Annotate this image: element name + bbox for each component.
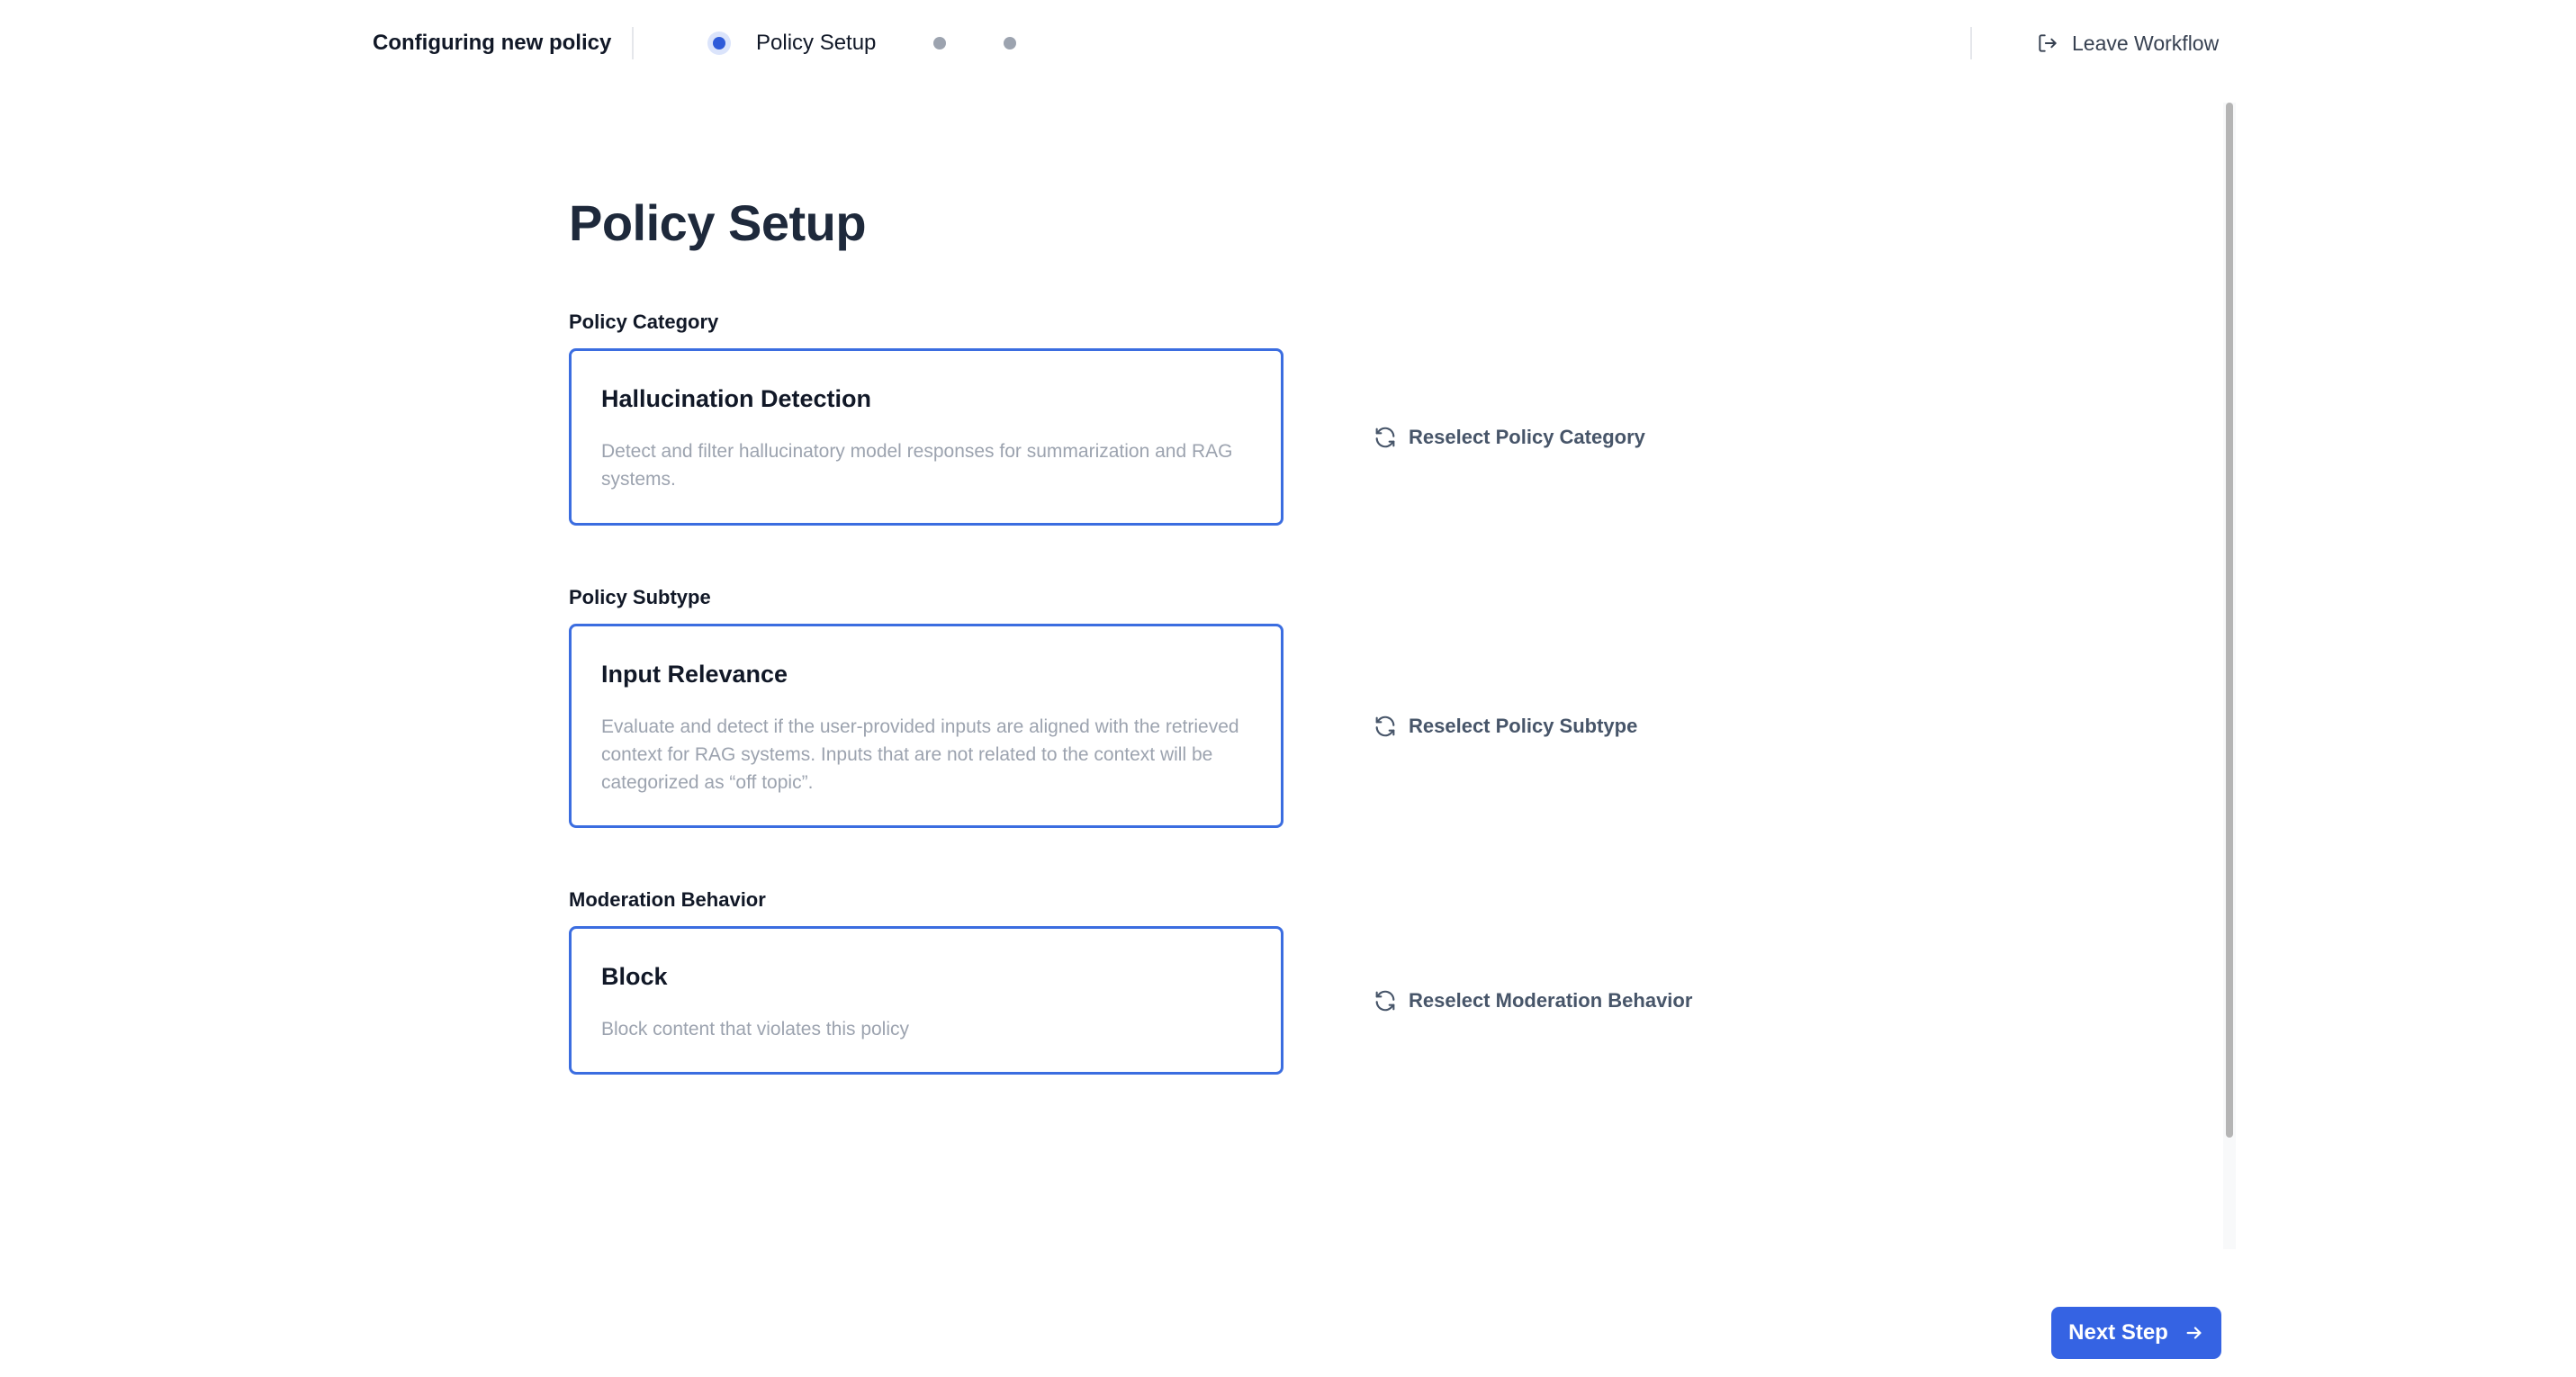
step-1-active-indicator: [707, 32, 731, 55]
header-divider-left: [632, 27, 634, 59]
next-step-label: Next Step: [2068, 1320, 2168, 1345]
logout-icon: [2036, 32, 2059, 55]
moderation-behavior-label: Moderation Behavior: [569, 888, 766, 911]
step-progress: [707, 30, 1016, 57]
moderation-behavior-card-title: Block: [601, 963, 668, 990]
page-title: Policy Setup: [569, 194, 867, 251]
policy-subtype-card[interactable]: [569, 624, 1283, 828]
policy-category-card-title: Hallucination Detection: [601, 385, 872, 412]
scrollbar-thumb[interactable]: [2226, 103, 2233, 1138]
policy-subtype-card-description: Evaluate and detect if the user-provided inputs are aligned with the retrieved context for RAG systems. Inputs that are not related to the context will be categorized as “off topic”.: [601, 716, 1239, 793]
leave-workflow-label: Leave Workflow: [2072, 31, 2220, 55]
step-3-indicator: [1004, 37, 1016, 50]
reselect-policy-category-button[interactable]: [1373, 423, 1645, 452]
workflow-title: Configuring new policy: [373, 31, 612, 55]
refresh-icon: [1373, 714, 1398, 739]
policy-category-card[interactable]: [569, 348, 1283, 526]
refresh-icon: [1373, 425, 1398, 450]
content-scrollbar[interactable]: [2223, 103, 2236, 1249]
policy-subtype-card-title: Input Relevance: [601, 661, 788, 688]
policy-category-label: Policy Category: [569, 310, 719, 333]
reselect-policy-subtype-button[interactable]: [1373, 712, 1637, 741]
refresh-icon: [1373, 988, 1398, 1013]
next-step-button[interactable]: [2051, 1307, 2221, 1359]
header-divider-right: [1970, 27, 1972, 59]
reselect-policy-subtype-label: Reselect Policy Subtype: [1409, 715, 1638, 737]
policy-subtype-label: Policy Subtype: [569, 586, 711, 608]
step-1-label: Policy Setup: [756, 31, 877, 55]
moderation-behavior-card-description: Block content that violates this policy: [601, 1019, 910, 1040]
step-2-indicator: [933, 37, 946, 50]
workflow-header: [0, 0, 2576, 86]
reselect-moderation-behavior-label: Reselect Moderation Behavior: [1409, 989, 1693, 1012]
arrow-right-icon: [2184, 1323, 2204, 1343]
reselect-policy-category-label: Reselect Policy Category: [1409, 426, 1645, 448]
policy-category-card-description: Detect and filter hallucinatory model responses for summarization and RAG systems.: [601, 441, 1233, 490]
leave-workflow-button[interactable]: [2036, 28, 2219, 58]
reselect-moderation-behavior-button[interactable]: [1373, 986, 1692, 1015]
moderation-behavior-card[interactable]: [569, 926, 1283, 1075]
